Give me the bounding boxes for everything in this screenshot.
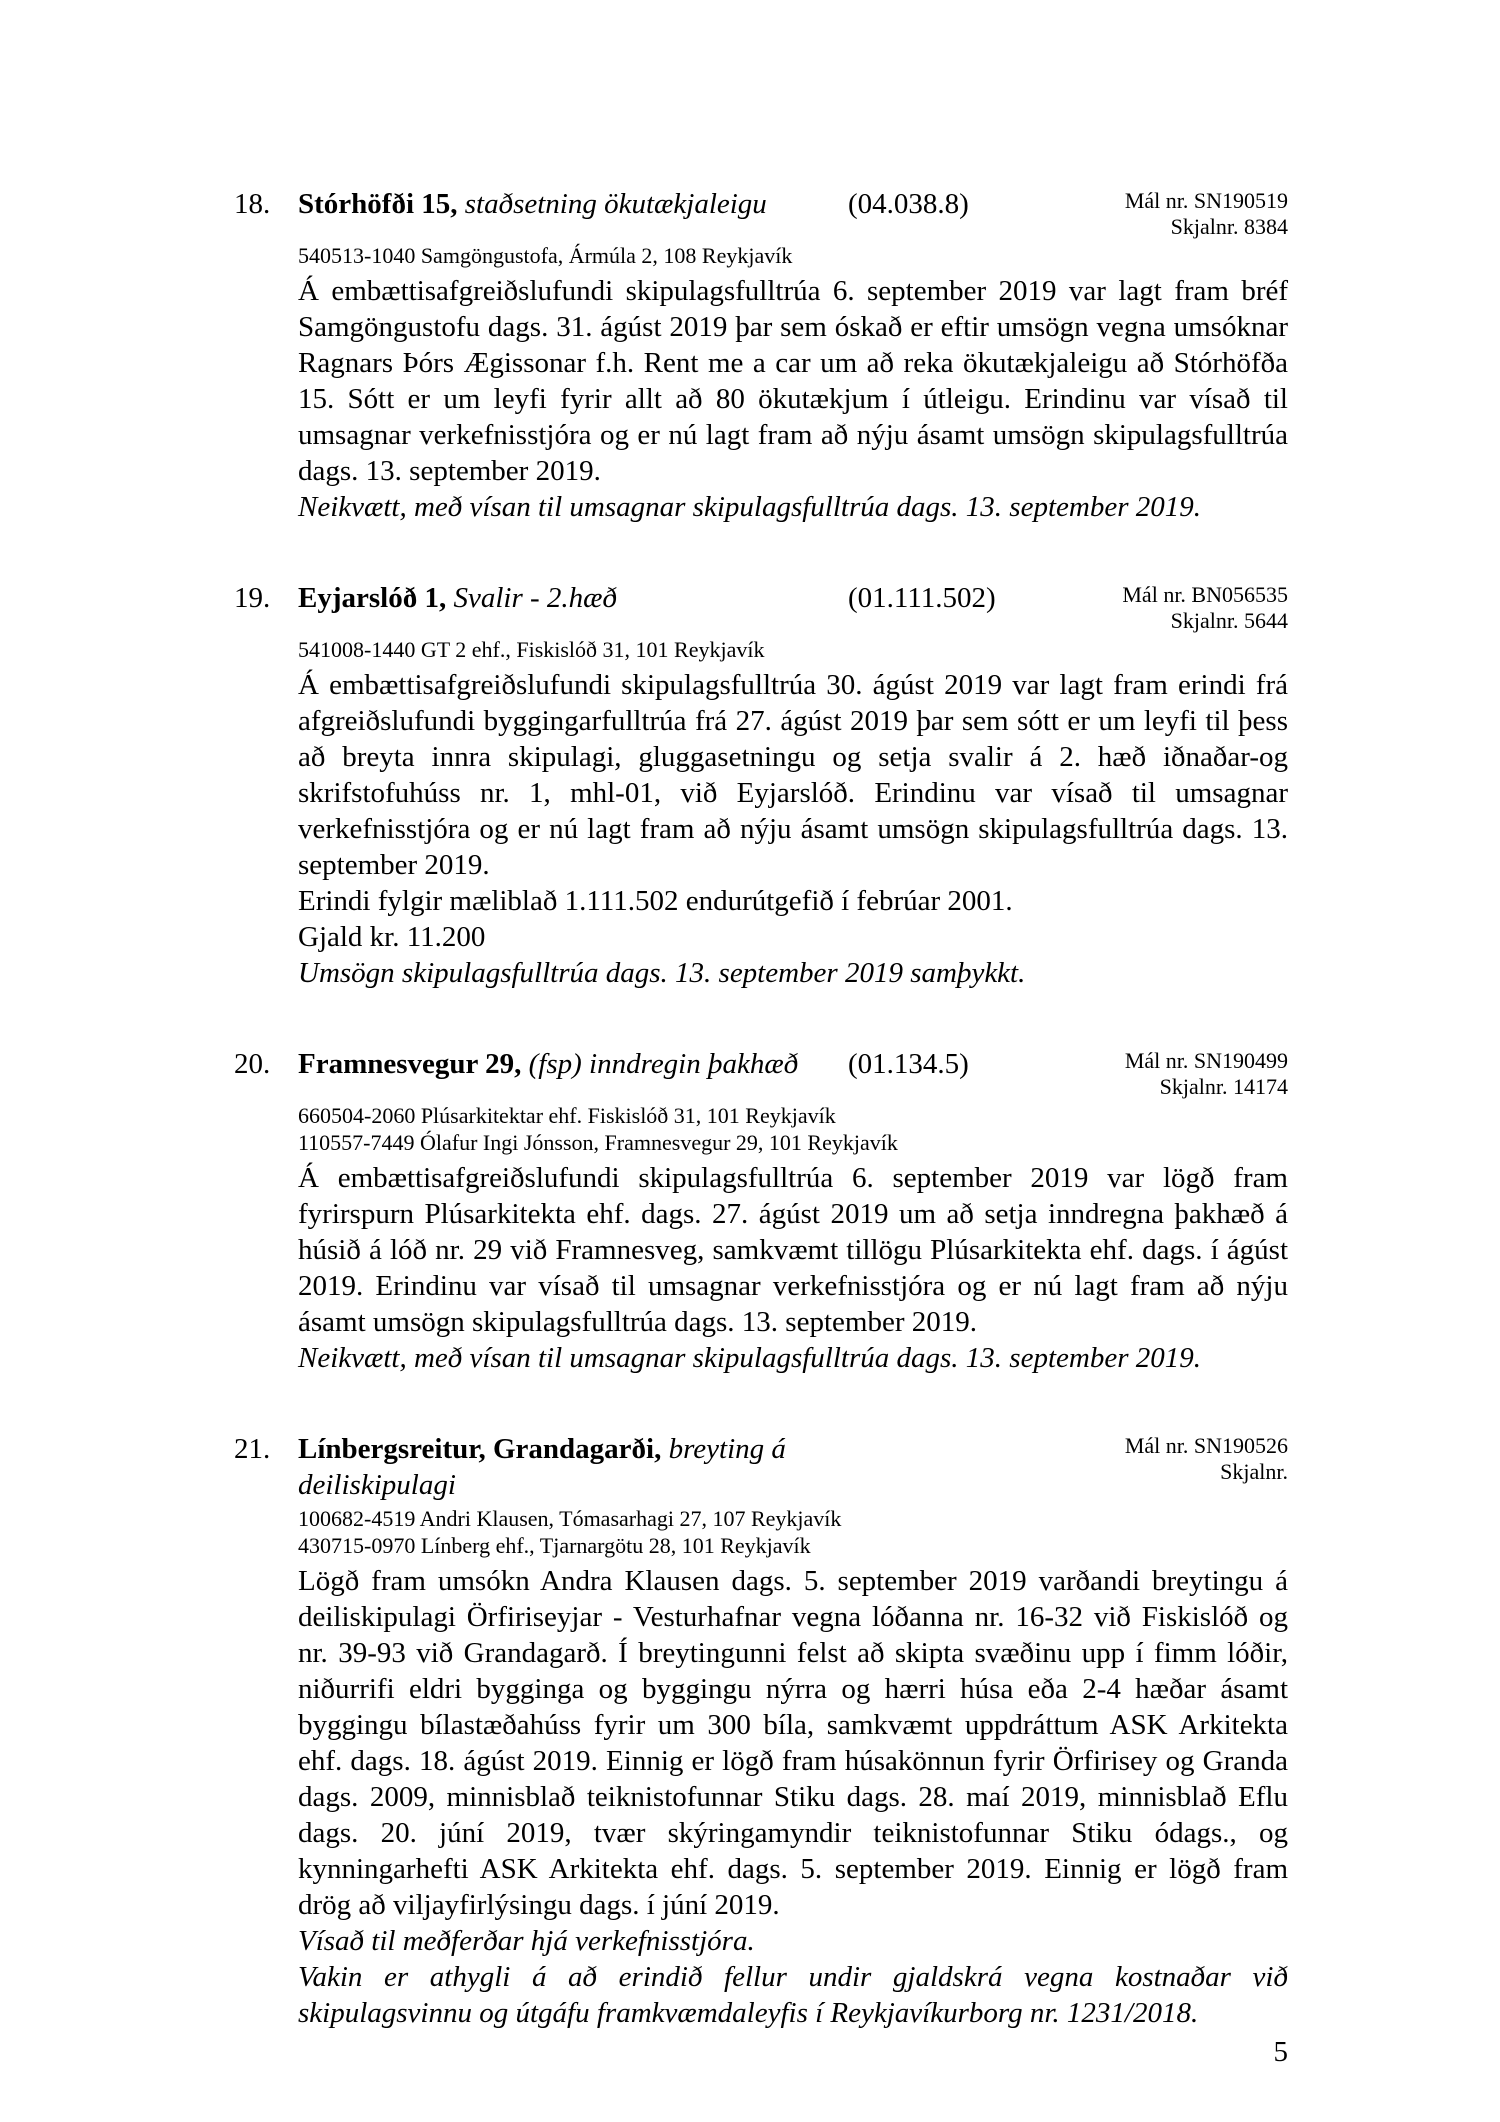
item-references	[1050, 580, 1288, 634]
item-title-line	[298, 1431, 848, 1503]
item-title-line	[298, 1046, 848, 1082]
item-plan-code: (01.134.5)	[848, 1048, 969, 1080]
item-header	[234, 1046, 1288, 1100]
document-number: Skjalnr. 14174	[1159, 1074, 1288, 1099]
item-number: 18.	[234, 188, 271, 220]
item-title-line	[298, 186, 848, 222]
item-conclusion: Vísað til meðferðar hjá verkefnisstjóra.	[298, 1925, 755, 1957]
registrant-list	[298, 636, 1288, 663]
item-title: Framnesvegur 29,	[298, 1048, 522, 1080]
item-content	[298, 1505, 1288, 2031]
item-attachment-note: Erindi fylgir mæliblað 1.111.502 endurútgefið í febrúar 2001.	[298, 885, 1013, 917]
document-number: Skjalnr. 5644	[1170, 608, 1288, 633]
item-references	[1050, 186, 1288, 240]
registrant-line: 100682-4519 Andri Klausen, Tómasarhagi 27, 107 Reykjavík	[298, 1506, 842, 1531]
item-conclusion: Umsögn skipulagsfulltrúa dags. 13. september 2019 samþykkt.	[298, 957, 1026, 989]
item-body-text: Á embættisafgreiðslufundi skipulagsfulltrúa 6. september 2019 var lagt fram bréf Samgöngustofu dags. 31. ágúst 2019 þar sem óskað er eftir umsögn vegna umsóknar Ragnars Þórs Ægissonar f.h. Rent me a car um að reka ökutækjaleigu að Stórhöfða 15. Sótt er um leyfi fyrir allt að 80 ökutækjum í útleigu. Erindinu var vísað til umsagnar verkefnisstjóra og er nú lagt fram að nýju ásamt umsögn skipulagsfulltrúa dags. 13. september 2019.	[298, 275, 1288, 487]
item-number: 20.	[234, 1048, 271, 1080]
registrant-list	[298, 1505, 1288, 1559]
page-number: 5	[1273, 2036, 1288, 2068]
registrant-line: 660504-2060 Plúsarkitektar ehf. Fiskislóð 31, 101 Reykjavík	[298, 1103, 836, 1128]
item-conclusion: Neikvætt, með vísan til umsagnar skipulagsfulltrúa dags. 13. september 2019.	[298, 491, 1201, 523]
item-body-text: Á embættisafgreiðslufundi skipulagsfulltrúa 30. ágúst 2019 var lagt fram erindi frá afgreiðslufundi byggingarfulltrúa frá 27. ágúst 2019 þar sem sótt er um leyfi til þess að breyta innra skipulagi, gluggasetningu og setja svalir á 2. hæð iðnaðar-og skrifstofuhúss nr. 1, mhl-01, við Eyjarslóð. Erindinu var vísað til umsagnar verkefnisstjóra og er nú lagt fram að nýju ásamt umsögn skipulagsfulltrúa dags. 13. september 2019.	[298, 669, 1288, 881]
item-plan-code: (04.038.8)	[848, 188, 969, 220]
case-number: Mál nr. BN056535	[1122, 582, 1288, 607]
item-references	[1050, 1046, 1288, 1100]
case-number: Mál nr. SN190499	[1124, 1048, 1288, 1073]
document-number: Skjalnr.	[1220, 1459, 1288, 1484]
registrant-list	[298, 1102, 1288, 1156]
item-number: 21.	[234, 1433, 271, 1465]
item-header	[234, 1431, 1288, 1503]
item-title: Stórhöfði 15,	[298, 188, 458, 220]
item-header	[234, 580, 1288, 634]
item-number: 19.	[234, 582, 271, 614]
agenda-item-21	[234, 1431, 1288, 2031]
item-subtitle: breyting á deiliskipulagi	[298, 1433, 786, 1501]
agenda-item-20	[234, 1046, 1288, 1376]
agenda-item-19	[234, 580, 1288, 991]
item-content	[298, 1102, 1288, 1376]
item-content	[298, 636, 1288, 991]
document-number: Skjalnr. 8384	[1170, 214, 1288, 239]
item-body-text: Lögð fram umsókn Andra Klausen dags. 5. september 2019 varðandi breytingu á deiliskipulagi Örfiriseyjar - Vesturhafnar vegna lóðanna nr. 16-32 við Fiskislóð og nr. 39-93 við Grandagarð. Í breytingunni felst að skipta svæðinu upp í fimm lóðir, niðurrifi eldri bygginga og byggingu nýrra og hærri húsa eða 2-4 hæðar ásamt byggingu bílastæðahúss fyrir um 300 bíla, samkvæmt uppdráttum ASK Arkitekta ehf. dags. 18. ágúst 2019. Einnig er lögð fram húsakönnun fyrir Örfirisey og Granda dags. 2009, minnisblað teiknistofunnar Stiku dags. 28. maí 2019, minnisblað Eflu dags. 20. júní 2019, tvær skýringamyndir teiknistofunnar Stiku ódags., og kynningarhefti ASK Arkitekta ehf. dags. 5. september 2019. Einnig er lögð fram drög að viljayfirlýsingu dags. í júní 2019.	[298, 1565, 1288, 1921]
item-subtitle: Svalir - 2.hæð	[453, 582, 617, 614]
agenda-item-18	[234, 186, 1288, 525]
case-number: Mál nr. SN190519	[1124, 188, 1288, 213]
item-title-line	[298, 580, 848, 616]
item-header	[234, 186, 1288, 240]
item-fee-note: Gjald kr. 11.200	[298, 921, 486, 953]
registrant-list	[298, 242, 1288, 269]
item-subtitle: staðsetning ökutækjaleigu	[464, 188, 767, 220]
item-title: Línbergsreitur, Grandagarði,	[298, 1433, 662, 1465]
item-content	[298, 242, 1288, 525]
registrant-line: 541008-1440 GT 2 ehf., Fiskislóð 31, 101 Reykjavík	[298, 637, 765, 662]
item-conclusion: Neikvætt, með vísan til umsagnar skipulagsfulltrúa dags. 13. september 2019.	[298, 1342, 1201, 1374]
item-conclusion-fee-notice: Vakin er athygli á að erindið fellur undir gjaldskrá vegna kostnaðar við skipulagsvinnu og útgáfu framkvæmdaleyfis í Reykjavíkurborg nr. 1231/2018.	[298, 1961, 1288, 2029]
registrant-line: 540513-1040 Samgöngustofa, Ármúla 2, 108 Reykjavík	[298, 243, 793, 268]
registrant-line: 430715-0970 Línberg ehf., Tjarnargötu 28, 101 Reykjavík	[298, 1533, 811, 1558]
item-title: Eyjarslóð 1,	[298, 582, 447, 614]
item-plan-code: (01.111.502)	[848, 582, 996, 614]
registrant-line: 110557-7449 Ólafur Ingi Jónsson, Framnesvegur 29, 101 Reykjavík	[298, 1130, 898, 1155]
item-body-text: Á embættisafgreiðslufundi skipulagsfulltrúa 6. september 2019 var lögð fram fyrirspurn Plúsarkitekta ehf. dags. 27. ágúst 2019 um að setja inndregna þakhæð á húsið á lóð nr. 29 við Framnesveg, samkvæmt tillögu Plúsarkitekta ehf. dags. í ágúst 2019. Erindinu var vísað til umsagnar verkefnisstjóra og er nú lagt fram að nýju ásamt umsögn skipulagsfulltrúa dags. 13. september 2019.	[298, 1162, 1288, 1338]
case-number: Mál nr. SN190526	[1124, 1433, 1288, 1458]
item-subtitle: (fsp) inndregin þakhæð	[528, 1048, 799, 1080]
item-references	[1050, 1431, 1288, 1485]
